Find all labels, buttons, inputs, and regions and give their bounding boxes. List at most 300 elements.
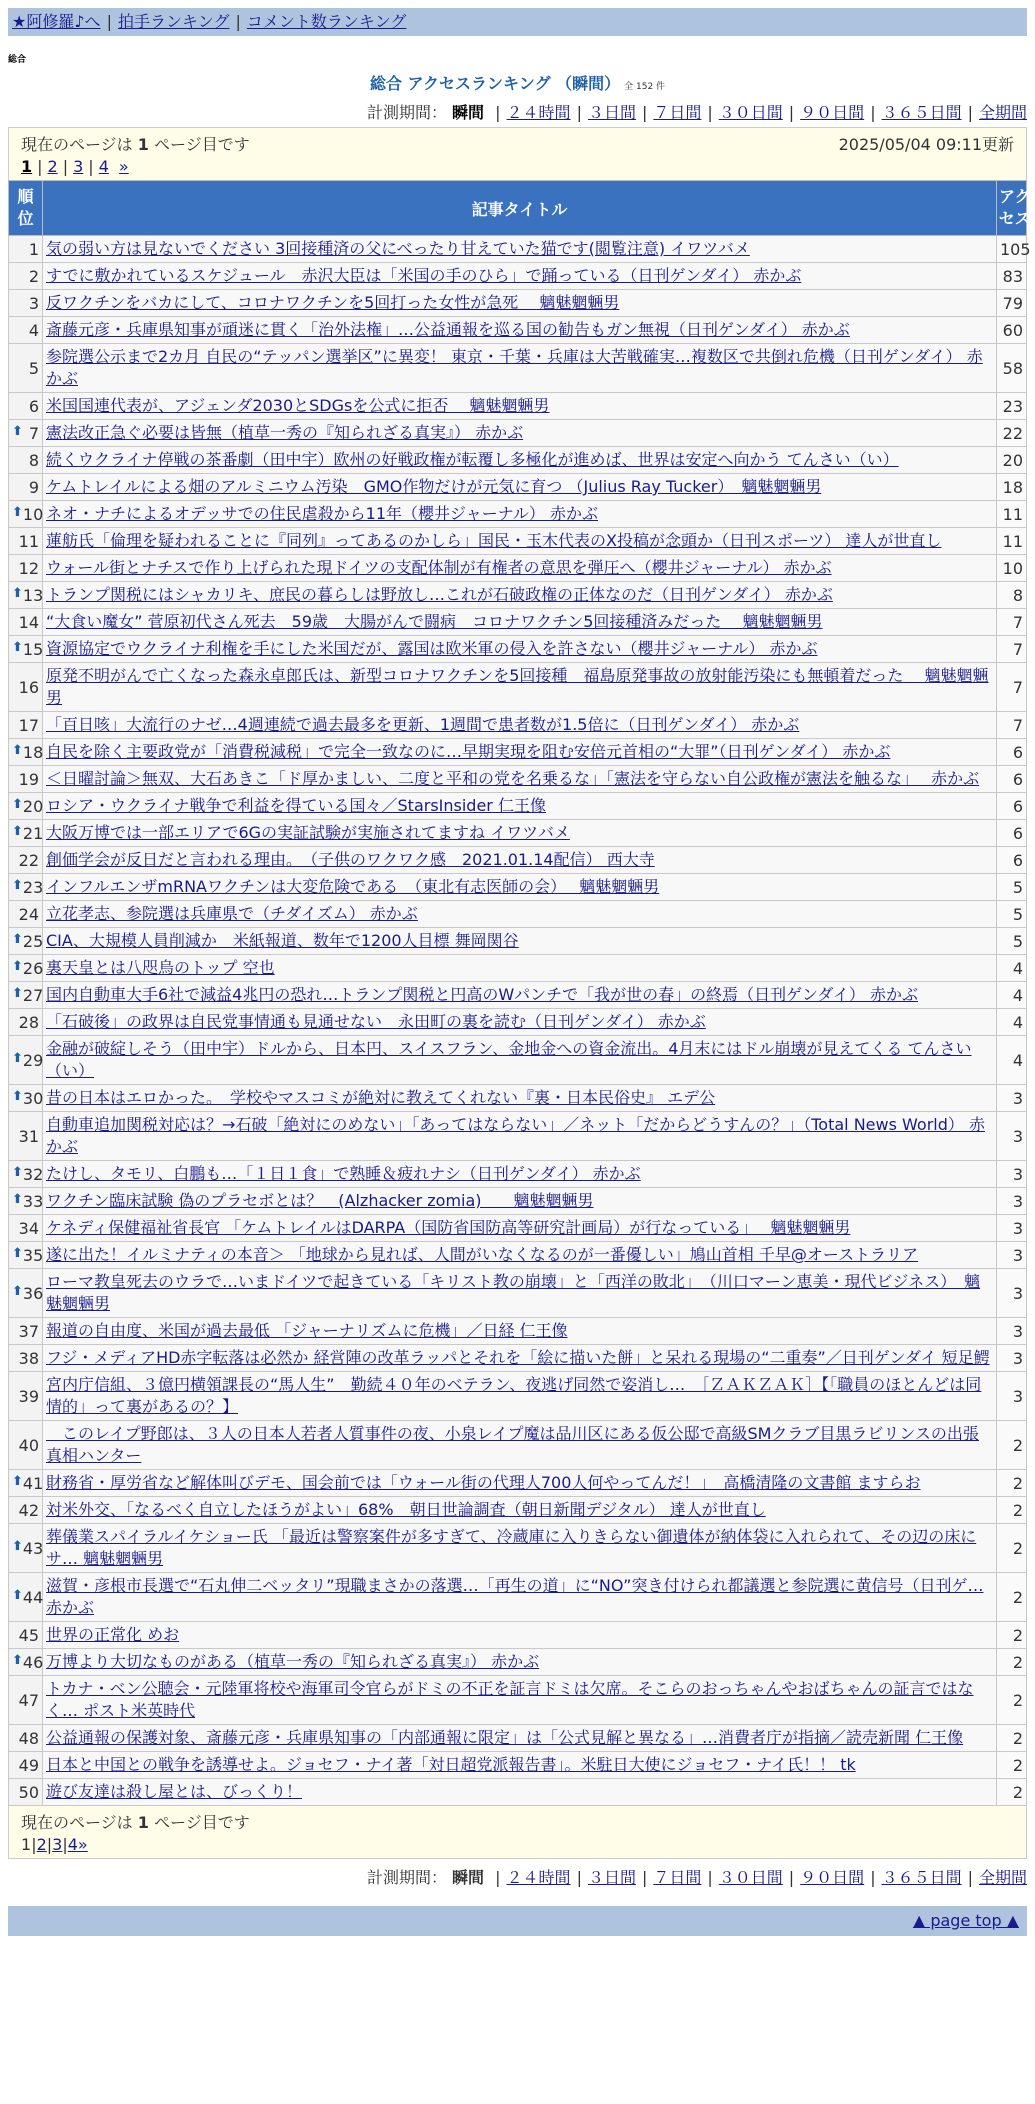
article-link[interactable]: 斎藤元彦・兵庫県知事が頑迷に貫く「治外法権」…公益通報を巡る国の勧告もガン無視（日刊ゲンダイ） 赤かぶ (46, 320, 850, 339)
article-link[interactable]: 参院選公示まで2カ月 自民の“テッパン選挙区”に異変！ 東京・千葉・兵庫は大苦戦確実…複数区で共倒れ危機（日刊ゲンダイ） 赤かぶ (46, 347, 983, 388)
rank-number: 29 (22, 1050, 44, 1070)
article-link[interactable]: 創価学会が反日だと言われる理由。 （子供のワクワク感 2021.01.14配信） 西大寺 (46, 850, 655, 869)
rank-number: 47 (18, 1690, 39, 1710)
rank-number: 34 (18, 1218, 39, 1238)
title-cell (43, 1269, 997, 1318)
article-link[interactable]: 遂に出た！イルミナティの本音＞ 「地球から見れば、人間がいなくなるのが一番優しい」鳩山首相 千早@オーストラリア (46, 1245, 919, 1264)
period-separator: | (576, 103, 582, 122)
article-link[interactable]: 昔の日本はエロかった。 学校やマスコミが絶対に教えてくれない『裏・日本民俗史』 エデ公 (46, 1088, 716, 1107)
access-count: 20 (997, 447, 1027, 474)
article-link[interactable]: “大食い魔女” 菅原初代さん死去 59歳 大腸がんで闘病 コロナワクチン5回接種済みだった 魑魅魍魎男 (46, 612, 823, 631)
rank-number: 44 (22, 1587, 44, 1607)
ranking-body (9, 236, 1031, 1806)
period-link[interactable]: ３日間 (587, 1868, 636, 1887)
access-count: 3 (997, 1161, 1027, 1188)
rank-number: 24 (18, 904, 39, 924)
access-count: 8 (997, 582, 1027, 609)
table-row (9, 263, 1027, 290)
rank-cell (9, 901, 43, 928)
rank-up-arrow-icon: ⬆ (12, 1538, 23, 1554)
access-count: 60 (997, 317, 1027, 344)
table-row (9, 820, 1027, 847)
article-link[interactable]: ネオ・ナチによるオデッサでの住民虐殺から11年（櫻井ジャーナル） 赤かぶ (46, 504, 599, 523)
title-cell (43, 1421, 997, 1470)
pager-top (8, 127, 1027, 180)
period-separator: | (870, 1868, 876, 1887)
access-count: 58 (997, 344, 1027, 393)
title-cell (43, 1161, 997, 1188)
article-link[interactable]: 遊び友達は殺し屋とは、びっくり！ (46, 1782, 303, 1801)
period-selector (0, 100, 1027, 123)
access-count: 6 (997, 793, 1027, 820)
access-count: 3 (997, 1318, 1027, 1345)
article-link[interactable]: トランプ関税にはシャカリキ、庶民の暮らしは野放し…これが石破政権の正体なのだ（日刊ゲンダイ） 赤かぶ (46, 585, 833, 604)
title-cell (43, 928, 997, 955)
access-count: 3 (997, 1215, 1027, 1242)
article-link[interactable]: 報道の自由度、米国が過去最低 「ジャーナリズムに危機」／日経 仁王像 (46, 1321, 568, 1340)
period-link[interactable]: ３６５日間 (881, 103, 962, 122)
rank-number: 1 (28, 239, 39, 259)
access-count: 5 (997, 874, 1027, 901)
home-link[interactable]: ★阿修羅♪へ (12, 12, 101, 31)
page-separator: | (31, 1835, 37, 1854)
rank-number: 6 (28, 396, 39, 416)
rank-number: 43 (22, 1538, 44, 1558)
page-separator: | (88, 157, 94, 176)
period-link[interactable]: ７日間 (653, 1868, 702, 1887)
page-link[interactable]: 3 (73, 157, 84, 176)
article-link[interactable]: 自動車追加関税対応は？→石破「絶対にのめない」「あってはならない」／ネット「だからどうすんの？」（Total News World） 赤かぶ (46, 1115, 985, 1156)
rank-up-arrow-icon: ⬆ (12, 585, 23, 601)
rank-cell (9, 1497, 43, 1524)
table-row (9, 1573, 1027, 1622)
title-cell (43, 609, 997, 636)
rank-cell (9, 1036, 43, 1085)
rank-up-arrow-icon: ⬆ (12, 958, 23, 974)
title-cell (43, 1318, 997, 1345)
ranking-heading (0, 71, 1035, 94)
access-count: 3 (997, 1372, 1027, 1421)
period-separator: | (967, 103, 973, 122)
access-count: 3 (997, 1085, 1027, 1112)
page-top-link[interactable]: ▲ page top ▲ (912, 1911, 1019, 1930)
rank-cell (9, 1242, 43, 1269)
access-count: 2 (997, 1649, 1027, 1676)
article-link[interactable]: ウォール街とナチスで作り上げられた現ドイツの支配体制が有権者の意思を弾圧へ（櫻井ジャーナル） 赤かぶ (46, 558, 832, 577)
rank-number: 46 (22, 1652, 44, 1672)
title-cell (43, 528, 997, 555)
rank-cell (9, 1318, 43, 1345)
rank-cell (9, 1573, 43, 1622)
article-link[interactable]: 反ワクチンをバカにして、コロナワクチンを5回打った女性が急死 魑魅魍魎男 (46, 293, 620, 312)
rank-cell (9, 528, 43, 555)
col-title-header: 記事タイトル (43, 181, 997, 236)
table-row (9, 501, 1027, 528)
title-cell (43, 1573, 997, 1622)
rank-cell (9, 982, 43, 1009)
page-link[interactable]: 2 (47, 157, 58, 176)
access-count: 6 (997, 847, 1027, 874)
access-count: 2 (997, 1524, 1027, 1573)
table-row (9, 236, 1027, 263)
access-count: 2 (997, 1622, 1027, 1649)
rank-number: 33 (22, 1191, 44, 1211)
article-link[interactable]: ＜日曜討論＞無双、大石あきこ「ド厚かましい、二度と平和の党を名乗るな」「憲法を守らない自公政権が憲法を触るな」 赤かぶ (46, 769, 980, 788)
rank-number: 48 (18, 1728, 39, 1748)
top-nav-bar (8, 8, 1027, 36)
rank-cell (9, 955, 43, 982)
access-count: 5 (997, 901, 1027, 928)
table-row (9, 393, 1027, 420)
rank-cell (9, 1524, 43, 1573)
article-link[interactable]: 宮内庁信組、３億円横領課長の“馬人生” 勤続４０年のベテラン、夜逃げ同然で姿消し… ［ＺＡＫＺＡＫ］【「職員のほとんどは同情的」って裏があるの？】 (46, 1375, 982, 1416)
title-cell (43, 901, 997, 928)
article-link[interactable]: たけし、タモリ、白鵬も…「１日１食」で熟睡＆疲れナシ（日刊ゲンダイ） 赤かぶ (46, 1164, 641, 1183)
access-count: 7 (997, 663, 1027, 712)
period-link[interactable]: ３６５日間 (881, 1868, 962, 1887)
table-row (9, 847, 1027, 874)
period-separator: | (495, 1868, 501, 1887)
rank-number: 22 (18, 850, 39, 870)
title-cell (43, 1112, 997, 1161)
rank-cell (9, 1269, 43, 1318)
rank-number: 2 (28, 266, 39, 286)
table-row (9, 344, 1027, 393)
article-link[interactable]: 「石破後」の政界は自民党事情通も見通せない 永田町の裏を読む（日刊ゲンダイ） 赤かぶ (46, 1012, 706, 1031)
access-count: 5 (997, 928, 1027, 955)
pager-bottom: 現在のページは 1 ページ目です 1|2|3|4» (8, 1806, 1027, 1859)
title-cell (43, 739, 997, 766)
table-row (9, 1318, 1027, 1345)
rank-cell (9, 263, 43, 290)
rank-number: 37 (18, 1321, 39, 1341)
rank-number: 32 (22, 1164, 44, 1184)
table-row (9, 1188, 1027, 1215)
title-cell (43, 712, 997, 739)
page-separator: | (37, 157, 43, 176)
rank-number: 12 (18, 558, 39, 578)
rank-up-arrow-icon: ⬆ (12, 742, 23, 758)
table-row (9, 766, 1027, 793)
access-count: 105 (997, 236, 1027, 263)
rank-number: 23 (22, 877, 44, 897)
title-cell (43, 1676, 997, 1725)
article-link[interactable]: すでに敷かれているスケジュール 赤沢大臣は「米国の手のひら」で踊っている（日刊ゲンダイ） 赤かぶ (46, 266, 802, 285)
col-access-header: アクセス (997, 181, 1027, 236)
rank-cell (9, 1085, 43, 1112)
rank-number: 21 (22, 823, 44, 843)
title-cell (43, 1372, 997, 1421)
title-cell (43, 793, 997, 820)
rank-cell (9, 236, 43, 263)
period-label: 計測期間： (366, 103, 447, 122)
period-link[interactable]: ９０日間 (800, 1868, 865, 1887)
article-link[interactable]: ケネディ保健福祉省長官 「ケムトレイルはDARPA（国防省国防高等研究計画局）が行なっている」 魑魅魍魎男 (46, 1218, 851, 1237)
article-link[interactable]: 金融が破綻しそう（田中宇）ドルから、日本円、スイスフラン、金地金への資金流出。4月末にはドル崩壊が見えてくる てんさい（い） (46, 1039, 972, 1080)
page-link[interactable]: 2 (36, 1835, 47, 1854)
article-link[interactable]: 蓮舫氏「倫理を疑われることに『同列』ってあるのかしら」国民・玉木代表のX投稿が念頭か（日刊スポーツ） 達人が世直し (46, 531, 942, 550)
article-link[interactable]: 気の弱い方は見ないでください 3回接種済の父にべったり甘えていた猫です(閲覧注意) イワツバメ (46, 239, 750, 258)
nav-separator: | (106, 12, 112, 31)
period-link[interactable]: ２４時間 (506, 103, 571, 122)
title-cell (43, 955, 997, 982)
rank-up-arrow-icon: ⬆ (12, 931, 23, 947)
rank-cell (9, 501, 43, 528)
article-link[interactable]: 資源協定でウクライナ利権を手にした米国だが、露国は欧米軍の侵入を許さない（櫻井ジャーナル） 赤かぶ (46, 639, 818, 658)
period-link[interactable]: 全期間 (978, 1868, 1027, 1887)
rank-number: 36 (22, 1283, 44, 1303)
article-link[interactable]: 葬儀業スパイラルイケショー氏 「最近は警察案件が多すぎて、冷蔵庫に入りきらない御遺体が納体袋に入れられて、その辺の床にサ… 魑魅魍魎男 (46, 1527, 977, 1568)
next-page-link[interactable]: » (77, 1835, 88, 1854)
rank-number: 39 (18, 1386, 39, 1406)
table-row (9, 420, 1027, 447)
table-row (9, 1112, 1027, 1161)
article-link[interactable]: インフルエンザmRNAワクチンは大変危険である （東北有志医師の会） 魑魅魍魎男 (46, 877, 660, 896)
table-row (9, 290, 1027, 317)
current-page: 1 (21, 157, 33, 176)
article-link[interactable]: ローマ教皇死去のウラで…いまドイツで起きている「キリスト教の崩壊」と「西洋の敗北」 （川口マーン恵美・現代ビジネス） 魑魅魍魎男 (46, 1272, 981, 1313)
rank-cell (9, 1676, 43, 1725)
access-count: 3 (997, 1188, 1027, 1215)
ranking-title: 総合 アクセスランキング （瞬間） (369, 74, 621, 93)
rank-cell (9, 290, 43, 317)
table-row (9, 1036, 1027, 1085)
period-link[interactable]: 全期間 (978, 103, 1027, 122)
table-row (9, 739, 1027, 766)
article-link[interactable]: 「百日咳」大流行のナゼ…4週連続で過去最多を更新、1週間で患者数が1.5倍に（日刊ゲンダイ） 赤かぶ (46, 715, 800, 734)
rank-number: 5 (28, 358, 39, 378)
rank-number: 13 (22, 585, 44, 605)
article-link[interactable]: 公益通報の保護対象、斎藤元彦・兵庫県知事の「内部通報に限定」は「公式見解と異なる」…消費者庁が指摘／読売新聞 仁王像 (46, 1728, 964, 1747)
rank-number: 28 (18, 1012, 39, 1032)
table-row (9, 1725, 1027, 1752)
rank-number: 41 (22, 1473, 44, 1493)
title-cell (43, 636, 997, 663)
applause-ranking-link[interactable]: 拍手ランキング (117, 12, 230, 31)
rank-number: 49 (18, 1755, 39, 1775)
rank-number: 9 (28, 477, 39, 497)
period-separator: | (641, 1868, 648, 1887)
rank-cell (9, 1649, 43, 1676)
rank-up-arrow-icon: ⬆ (12, 823, 23, 839)
period-link[interactable]: ２４時間 (506, 1868, 571, 1887)
table-row (9, 928, 1027, 955)
rank-up-arrow-icon: ⬆ (12, 423, 23, 439)
table-row (9, 1524, 1027, 1573)
article-link[interactable]: 憲法改正急ぐ必要は皆無（植草一秀の『知られざる真実』） 赤かぶ (46, 423, 524, 442)
title-cell (43, 1188, 997, 1215)
category-label: 総合 (8, 55, 27, 65)
title-cell (43, 1497, 997, 1524)
title-cell (43, 474, 997, 501)
article-link[interactable]: 国内自動車大手6社で減益4兆円の恐れ…トランプ関税と円高のWパンチで「我が世の春」の終焉（日刊ゲンダイ） 赤かぶ (46, 985, 918, 1004)
table-row (9, 1161, 1027, 1188)
rank-number: 45 (18, 1625, 39, 1645)
table-row (9, 663, 1027, 712)
rank-cell (9, 1779, 43, 1806)
access-count: 79 (997, 290, 1027, 317)
table-row (9, 636, 1027, 663)
rank-cell (9, 874, 43, 901)
rank-cell (9, 1622, 43, 1649)
rank-up-arrow-icon: ⬆ (12, 1283, 23, 1299)
article-link[interactable]: 大阪万博では一部エリアで6Gの実証試験が実施されてますね イワツバメ (46, 823, 570, 842)
rank-cell (9, 1215, 43, 1242)
article-link[interactable]: 原発不明がんで亡くなった森永卓郎氏は、新型コロナワクチンを5回接種 福島原発事故の放射能汚染にも無頓着だった 魑魅魍魎男 (46, 666, 989, 707)
table-row (9, 1345, 1027, 1372)
title-cell (43, 1215, 997, 1242)
rank-cell (9, 1009, 43, 1036)
page-links (21, 157, 1014, 176)
title-cell (43, 290, 997, 317)
rank-number: 20 (22, 796, 44, 816)
table-row (9, 901, 1027, 928)
article-link[interactable]: 日本と中国との戦争を誘導せよ。ジョセフ・ナイ著「対日超党派報告書」。米駐日大使にジョセフ・ナイ氏！！ tk (46, 1755, 856, 1774)
article-link[interactable]: 財務省・厚労省など解体叫びデモ、国会前では「ウォール街の代理人700人何やってんだ！」 高橋清隆の文書館 ますらお (46, 1473, 921, 1492)
rank-up-arrow-icon: ⬆ (12, 1191, 23, 1207)
table-row (9, 1676, 1027, 1725)
period-separator: | (576, 1868, 582, 1887)
page-link[interactable]: 4 (98, 157, 109, 176)
period-separator: | (641, 103, 648, 122)
table-row (9, 555, 1027, 582)
table-row (9, 712, 1027, 739)
rank-up-arrow-icon: ⬆ (12, 1652, 23, 1668)
title-cell (43, 236, 997, 263)
access-count: 3 (997, 1242, 1027, 1269)
article-link[interactable]: CIA、大規模人員削減か 米紙報道、数年で1200人目標 舞岡関谷 (46, 931, 519, 950)
table-row (9, 1470, 1027, 1497)
rank-up-arrow-icon: ⬆ (12, 877, 23, 893)
rank-cell (9, 393, 43, 420)
page-link[interactable]: 4 (67, 1835, 78, 1854)
rank-cell (9, 1345, 43, 1372)
table-row (9, 1269, 1027, 1318)
rank-number: 27 (22, 985, 44, 1005)
access-count: 2 (997, 1779, 1027, 1806)
table-row (9, 1779, 1027, 1806)
access-count: 2 (997, 1470, 1027, 1497)
article-link[interactable]: 裏天皇とは八咫烏のトップ 空也 (46, 958, 275, 977)
period-link[interactable]: ３０日間 (718, 103, 783, 122)
article-link[interactable]: トカナ・ベン公聴会・元陸軍将校や海軍司令官らがドミの不正を証言ドミは欠席。そこらのおっちゃんやおばちゃんの証言ではなく… ポスト米英時代 (46, 1679, 974, 1720)
title-cell (43, 447, 997, 474)
title-cell (43, 1779, 997, 1806)
rank-cell (9, 1188, 43, 1215)
title-cell (43, 1345, 997, 1372)
rank-up-arrow-icon: ⬆ (12, 504, 23, 520)
article-link[interactable]: 世界の正常化 めお (46, 1625, 180, 1644)
period-link[interactable]: ３日間 (587, 103, 636, 122)
rank-cell (9, 582, 43, 609)
table-row (9, 793, 1027, 820)
access-count: 4 (997, 955, 1027, 982)
comment-ranking-link[interactable]: コメント数ランキング (246, 12, 407, 31)
title-cell (43, 847, 997, 874)
rank-cell (9, 1161, 43, 1188)
rank-up-arrow-icon: ⬆ (12, 639, 23, 655)
article-link[interactable]: 米国国連代表が、アジェンダ2030とSDGsを公式に拒否 魑魅魍魎男 (46, 396, 550, 415)
access-count: 83 (997, 263, 1027, 290)
title-cell (43, 344, 997, 393)
period-separator: | (707, 103, 713, 122)
access-count: 10 (997, 555, 1027, 582)
next-page-link[interactable]: » (118, 157, 129, 176)
period-links (489, 103, 1027, 122)
rank-number: 42 (18, 1500, 39, 1520)
period-separator: | (788, 103, 795, 122)
article-link[interactable]: 自民を除く主要政党が「消費税減税」で完全一致なのに…早期実現を阻む安倍元首相の“大罪”（日刊ゲンダイ） 赤かぶ (46, 742, 891, 761)
access-count: 2 (997, 1676, 1027, 1725)
period-selector-bottom: 計測期間： 瞬間 | ２４時間 | ３日間 | ７日間 | ３０日間 | ９０日間 | ３６５日間 | 全期間 (366, 1868, 1027, 1887)
article-link[interactable]: このレイプ野郎は、３人の日本人若者人質事件の夜、小泉レイプ魔は品川区にある仮公邸で高級SMクラブ目黒ラビリンスの出張 真相ハンター (46, 1424, 979, 1465)
title-cell (43, 582, 997, 609)
article-link[interactable]: ケムトレイルによる畑のアルミニウム汚染 GMO作物だけが元気に育つ （Julius Ray Tucker） 魑魅魍魎男 (46, 477, 822, 496)
table-row (9, 528, 1027, 555)
access-count: 11 (997, 501, 1027, 528)
title-cell (43, 766, 997, 793)
rank-number: 30 (22, 1088, 44, 1108)
col-rank-header: 順位 (9, 181, 43, 236)
article-link[interactable]: 対米外交、「なるべく自立したほうがよい」68% 朝日世論調査（朝日新聞デジタル） 達人が世直し (46, 1500, 766, 1519)
table-row (9, 1242, 1027, 1269)
article-link[interactable]: フジ・メディアHD赤字転落は必然か 経営陣の改革ラッパとそれを「絵に描いた餅」と呆れる現場の“二重奏”／日刊ゲンダイ 短足鰐 (46, 1348, 990, 1367)
access-count: 3 (997, 1112, 1027, 1161)
period-separator: | (495, 103, 501, 122)
rank-up-arrow-icon: ⬆ (12, 985, 23, 1001)
access-count: 2 (997, 1497, 1027, 1524)
article-link[interactable]: 立花孝志、参院選は兵庫県で（チダイズム） 赤かぶ (46, 904, 418, 923)
rank-cell (9, 555, 43, 582)
rank-cell (9, 1112, 43, 1161)
article-link[interactable]: 万博より大切なものがある（植草一秀の『知られざる真実』） 赤かぶ (46, 1652, 540, 1671)
article-link[interactable]: ワクチン臨床試験 偽のプラセボとは？ (Alzhacker zomia) 魑魅魍魎男 (46, 1191, 594, 1210)
period-separator: | (788, 1868, 795, 1887)
access-count: 4 (997, 1036, 1027, 1085)
rank-cell (9, 317, 43, 344)
rank-cell (9, 447, 43, 474)
rank-number: 4 (28, 320, 39, 340)
period-link[interactable]: ３０日間 (718, 1868, 783, 1887)
title-cell (43, 263, 997, 290)
access-count: 7 (997, 609, 1027, 636)
article-link[interactable]: ロシア・ウクライナ戦争で利益を得ている国々／StarsInsider 仁王像 (46, 796, 546, 815)
current-page: 1 (21, 1835, 32, 1854)
period-link[interactable]: ７日間 (653, 103, 702, 122)
rank-number: 17 (18, 715, 39, 735)
rank-up-arrow-icon: ⬆ (12, 1050, 23, 1066)
access-count: 11 (997, 528, 1027, 555)
rank-number: 31 (18, 1126, 39, 1146)
access-count: 22 (997, 420, 1027, 447)
rank-cell (9, 474, 43, 501)
rank-cell (9, 847, 43, 874)
article-link[interactable]: 滋賀・彦根市長選で“石丸伸二ベッタリ”現職まさかの落選…「再生の道」に“NO”突き付けられ都議選と参院選に黄信号（日刊ゲ… 赤かぶ (46, 1576, 984, 1617)
table-row (9, 1085, 1027, 1112)
access-count: 2 (997, 1573, 1027, 1622)
table-row (9, 447, 1027, 474)
page-link[interactable]: 3 (52, 1835, 63, 1854)
article-link[interactable]: 続くウクライナ停戦の茶番劇（田中宇）欧州の好戦政権が転覆し多極化が進めば、世界は安定へ向かう てんさい（い） (46, 450, 899, 469)
rank-cell (9, 766, 43, 793)
access-count: 3 (997, 1345, 1027, 1372)
rank-cell (9, 820, 43, 847)
title-cell (43, 1470, 997, 1497)
period-separator: | (967, 1868, 973, 1887)
period-link[interactable]: ９０日間 (800, 103, 865, 122)
access-count: 6 (997, 739, 1027, 766)
title-cell (43, 1009, 997, 1036)
